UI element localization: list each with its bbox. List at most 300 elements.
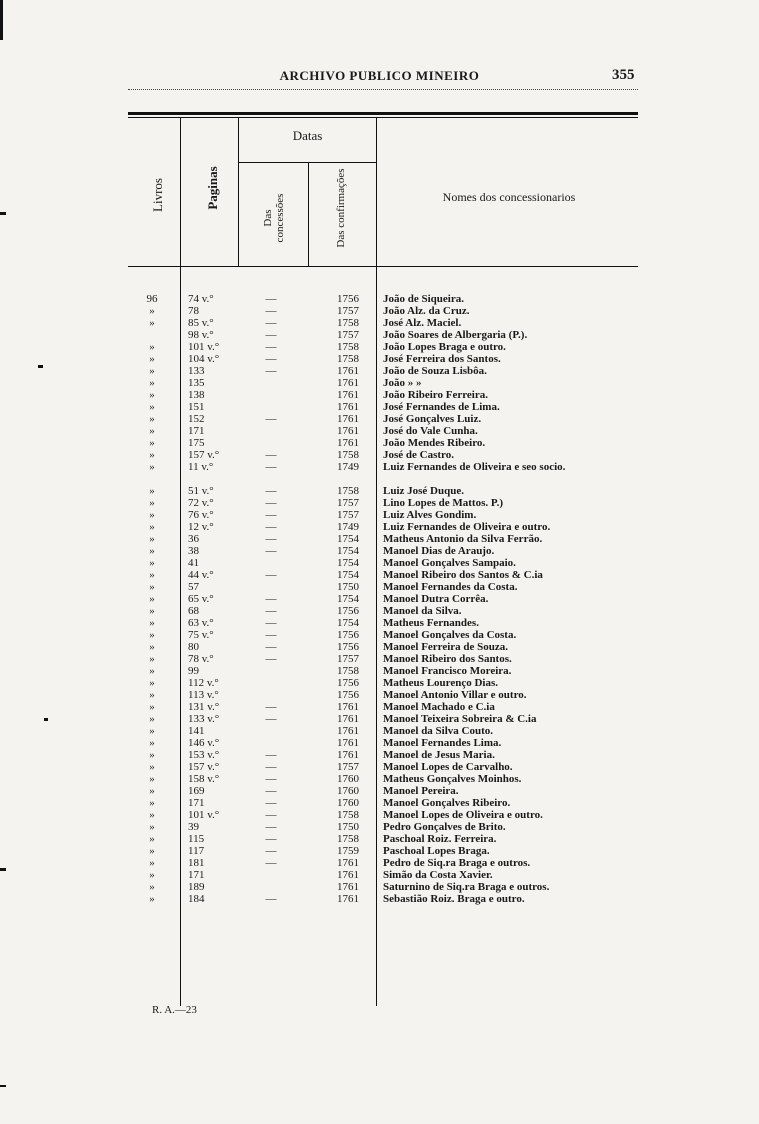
- pagina-cell: 133 v.°: [188, 713, 220, 725]
- header-bottom-rule: [128, 266, 638, 267]
- pagina-cell: 104 v.°: [188, 353, 220, 365]
- concessao-cell: —: [265, 641, 277, 653]
- confirmacao-cell: 1761: [337, 401, 359, 413]
- table-row: [0, 329, 759, 341]
- pagina-cell: 171: [188, 869, 205, 881]
- livro-cell: »: [149, 797, 155, 809]
- livro-cell: »: [149, 485, 155, 497]
- concessao-cell: —: [265, 893, 277, 905]
- nome-cell: Sebastião Roiz. Braga e outro.: [383, 893, 525, 905]
- nome-cell: Luiz Alves Gondim.: [383, 509, 477, 521]
- pagina-cell: 133: [188, 365, 205, 377]
- livro-cell: »: [149, 617, 155, 629]
- table-row: [0, 665, 759, 677]
- nome-cell: Manoel Machado e C.ia: [383, 701, 495, 713]
- table-row: [0, 677, 759, 689]
- concessao-cell: —: [265, 413, 277, 425]
- nome-cell: José de Castro.: [383, 449, 454, 461]
- pagina-cell: 135: [188, 377, 205, 389]
- confirmacao-cell: 1760: [337, 773, 359, 785]
- pagina-cell: 151: [188, 401, 205, 413]
- livro-cell: »: [149, 569, 155, 581]
- concessoes-header: Das concessões: [262, 193, 286, 243]
- pagina-cell: 11 v.°: [188, 461, 214, 473]
- pagina-cell: 152: [188, 413, 205, 425]
- livro-cell: »: [149, 425, 155, 437]
- confirmacao-cell: 1757: [337, 509, 359, 521]
- paginas-header: Paginas: [205, 166, 220, 210]
- running-header: ARCHIVO PUBLICO MINEIRO: [279, 68, 480, 83]
- table-row: [0, 749, 759, 761]
- confirmacao-cell: 1754: [337, 557, 359, 569]
- livro-cell: »: [149, 461, 155, 473]
- pagina-cell: 101 v.°: [188, 809, 220, 821]
- table-row: [0, 857, 759, 869]
- table-row: [0, 689, 759, 701]
- table-row: [0, 893, 759, 905]
- livro-cell: 96: [146, 293, 158, 305]
- confirmacao-cell: 1761: [337, 725, 359, 737]
- confirmacao-cell: 1759: [337, 845, 359, 857]
- livros-header: Livros: [150, 178, 165, 212]
- nome-cell: Manoel da Silva Couto.: [383, 725, 494, 737]
- table-row: [0, 725, 759, 737]
- confirmacao-cell: 1757: [337, 761, 359, 773]
- confirmacao-cell: 1750: [337, 581, 359, 593]
- concessao-cell: —: [265, 341, 277, 353]
- table-row: [0, 317, 759, 329]
- table-row: [0, 377, 759, 389]
- livro-cell: »: [149, 401, 155, 413]
- livro-cell: »: [149, 701, 155, 713]
- nome-cell: Luiz Fernandes de Oliveira e outro.: [383, 521, 551, 533]
- livro-cell: »: [149, 497, 155, 509]
- table-row: [0, 773, 759, 785]
- nome-cell: Manoel Lopes de Oliveira e outro.: [383, 809, 543, 821]
- table-row: [0, 461, 759, 485]
- livro-cell: »: [149, 773, 155, 785]
- table-row: [0, 425, 759, 437]
- nome-cell: Luiz José Duque.: [383, 485, 464, 497]
- concessao-cell: —: [265, 701, 277, 713]
- nome-cell: Matheus Gonçalves Moinhos.: [383, 773, 522, 785]
- table-row: [0, 521, 759, 533]
- pagina-cell: 146 v.°: [188, 737, 220, 749]
- livro-cell: »: [149, 725, 155, 737]
- livro-cell: »: [149, 653, 155, 665]
- table-row: [0, 545, 759, 557]
- confirmacao-cell: 1758: [337, 317, 359, 329]
- nome-cell: João de Souza Lisbôa.: [383, 365, 487, 377]
- table-row: [0, 737, 759, 749]
- confirmacao-cell: 1761: [337, 377, 359, 389]
- pagina-cell: 169: [188, 785, 205, 797]
- livro-cell: »: [149, 893, 155, 905]
- pagina-cell: 138: [188, 389, 205, 401]
- datas-header: Datas: [292, 128, 323, 143]
- pagina-cell: 99: [188, 665, 199, 677]
- pagina-cell: 41: [188, 557, 199, 569]
- nome-cell: Lino Lopes de Mattos. P.): [383, 497, 503, 509]
- nome-cell: José Alz. Maciel.: [383, 317, 462, 329]
- table-row: [0, 641, 759, 653]
- table-row: [0, 569, 759, 581]
- livro-cell: »: [149, 857, 155, 869]
- margin-mark: [0, 1085, 6, 1087]
- livro-cell: »: [149, 341, 155, 353]
- pagina-cell: 181: [188, 857, 205, 869]
- concessao-cell: —: [265, 521, 277, 533]
- confirmacao-cell: 1761: [337, 713, 359, 725]
- livro-cell: »: [149, 377, 155, 389]
- livro-cell: »: [149, 533, 155, 545]
- table-row: [0, 785, 759, 797]
- pagina-cell: 189: [188, 881, 205, 893]
- livro-cell: »: [149, 557, 155, 569]
- nome-cell: José Fernandes de Lima.: [383, 401, 500, 413]
- pagina-cell: 171: [188, 797, 205, 809]
- nome-cell: Manoel Ferreira de Souza.: [383, 641, 509, 653]
- livro-cell: »: [149, 449, 155, 461]
- confirmacao-cell: 1761: [337, 365, 359, 377]
- confirmacao-cell: 1761: [337, 425, 359, 437]
- confirmacao-cell: 1758: [337, 665, 359, 677]
- livro-cell: »: [149, 437, 155, 449]
- table-row: [0, 437, 759, 449]
- table-row: [0, 653, 759, 665]
- concessao-cell: —: [265, 773, 277, 785]
- livro-cell: »: [149, 785, 155, 797]
- pagina-cell: 74 v.°: [188, 293, 214, 305]
- confirmacao-cell: 1754: [337, 533, 359, 545]
- pagina-cell: 72 v.°: [188, 497, 214, 509]
- confirmacao-cell: 1756: [337, 605, 359, 617]
- confirmacao-cell: 1758: [337, 833, 359, 845]
- nome-cell: João de Siqueira.: [383, 293, 464, 305]
- pagina-cell: 157 v.°: [188, 449, 220, 461]
- concessao-cell: —: [265, 569, 277, 581]
- confirmacao-cell: 1758: [337, 449, 359, 461]
- pagina-cell: 51 v.°: [188, 485, 214, 497]
- nome-cell: Manoel Gonçalves Sampaio.: [383, 557, 516, 569]
- table-row: [0, 353, 759, 365]
- concessao-cell: —: [265, 353, 277, 365]
- nome-cell: Manoel Antonio Villar e outro.: [383, 689, 527, 701]
- concessao-cell: —: [265, 293, 277, 305]
- nome-cell: José Ferreira dos Santos.: [383, 353, 501, 365]
- nome-cell: Saturnino de Siq.ra Braga e outros.: [383, 881, 550, 893]
- table-top-rule-thin: [128, 117, 638, 118]
- nome-cell: Matheus Fernandes.: [383, 617, 479, 629]
- pagina-cell: 68: [188, 605, 199, 617]
- confirmacao-cell: 1761: [337, 857, 359, 869]
- confirmacao-cell: 1761: [337, 437, 359, 449]
- livro-cell: »: [149, 869, 155, 881]
- pagina-cell: 115: [188, 833, 205, 845]
- livro-cell: »: [149, 821, 155, 833]
- table-row: [0, 449, 759, 461]
- pagina-cell: 153 v.°: [188, 749, 220, 761]
- concessao-cell: —: [265, 845, 277, 857]
- concessao-cell: —: [265, 857, 277, 869]
- livro-cell: »: [149, 677, 155, 689]
- concessao-cell: —: [265, 305, 277, 317]
- livro-cell: »: [149, 629, 155, 641]
- pagina-cell: 39: [188, 821, 199, 833]
- confirmacao-cell: 1761: [337, 893, 359, 905]
- table-row: [0, 881, 759, 893]
- concessao-cell: —: [265, 761, 277, 773]
- concessao-cell: —: [265, 713, 277, 725]
- confirmacao-cell: 1749: [337, 461, 359, 473]
- nome-cell: Matheus Lourenço Dias.: [383, 677, 498, 689]
- pagina-cell: 75 v.°: [188, 629, 214, 641]
- confirmacao-cell: 1757: [337, 653, 359, 665]
- confirmacao-cell: 1754: [337, 617, 359, 629]
- signature-mark: R. A.—23: [152, 1004, 197, 1016]
- nome-cell: Pedro de Siq.ra Braga e outros.: [383, 857, 531, 869]
- livro-cell: »: [149, 593, 155, 605]
- confirmacao-cell: 1750: [337, 821, 359, 833]
- table-row: [0, 293, 759, 305]
- concessao-cell: —: [265, 785, 277, 797]
- nome-cell: Paschoal Lopes Braga.: [383, 845, 490, 857]
- table-row: [0, 497, 759, 509]
- livro-cell: »: [149, 809, 155, 821]
- pagina-cell: 65 v.°: [188, 593, 214, 605]
- margin-mark: [0, 212, 6, 215]
- livro-cell: »: [149, 881, 155, 893]
- confirmacao-cell: 1756: [337, 293, 359, 305]
- nomes-header: Nomes dos concessionarios: [442, 190, 576, 204]
- header-divider: [128, 89, 638, 90]
- confirmacao-cell: 1756: [337, 641, 359, 653]
- table-row: [0, 389, 759, 401]
- concessao-cell: —: [265, 461, 277, 473]
- pagina-cell: 85 v.°: [188, 317, 214, 329]
- confirmacao-cell: 1758: [337, 341, 359, 353]
- table-row: [0, 485, 759, 497]
- confirmacao-cell: 1761: [337, 881, 359, 893]
- confirmacao-cell: 1758: [337, 353, 359, 365]
- table-row: [0, 305, 759, 317]
- confirmacao-cell: 1761: [337, 869, 359, 881]
- nome-cell: José do Vale Cunha.: [383, 425, 478, 437]
- confirmacao-cell: 1761: [337, 701, 359, 713]
- nome-cell: Manoel Lopes de Carvalho.: [383, 761, 513, 773]
- table-body: [0, 293, 759, 905]
- confirmacao-cell: 1757: [337, 305, 359, 317]
- pagina-cell: 117: [188, 845, 205, 857]
- confirmacao-cell: 1761: [337, 749, 359, 761]
- livro-cell: »: [149, 761, 155, 773]
- nome-cell: Pedro Gonçalves de Brito.: [383, 821, 506, 833]
- confirmacao-cell: 1760: [337, 797, 359, 809]
- concessao-cell: —: [265, 545, 277, 557]
- pagina-cell: 131 v.°: [188, 701, 220, 713]
- table-row: [0, 845, 759, 857]
- livro-cell: »: [149, 641, 155, 653]
- livro-cell: »: [149, 833, 155, 845]
- livro-cell: »: [149, 389, 155, 401]
- confirmacao-cell: 1756: [337, 629, 359, 641]
- concessao-cell: —: [265, 365, 277, 377]
- table-row: [0, 581, 759, 593]
- pagina-cell: 78: [188, 305, 199, 317]
- concessao-cell: —: [265, 629, 277, 641]
- concessao-cell: —: [265, 533, 277, 545]
- livro-cell: »: [149, 305, 155, 317]
- nome-cell: João » »: [383, 377, 422, 389]
- pagina-cell: 141: [188, 725, 205, 737]
- table-row: [0, 797, 759, 809]
- livro-cell: »: [149, 845, 155, 857]
- concessao-cell: —: [265, 509, 277, 521]
- nome-cell: João Alz. da Cruz.: [383, 305, 470, 317]
- confirmacao-cell: 1761: [337, 389, 359, 401]
- nome-cell: Paschoal Roiz. Ferreira.: [383, 833, 497, 845]
- pagina-cell: 175: [188, 437, 205, 449]
- pagina-cell: 184: [188, 893, 205, 905]
- livro-cell: »: [149, 317, 155, 329]
- concessao-cell: —: [265, 317, 277, 329]
- concessao-cell: —: [265, 329, 277, 341]
- concessao-cell: —: [265, 809, 277, 821]
- pagina-cell: 98 v.°: [188, 329, 214, 341]
- table-row: [0, 341, 759, 353]
- confirmacao-cell: 1757: [337, 329, 359, 341]
- nome-cell: João Mendes Ribeiro.: [383, 437, 486, 449]
- nome-cell: José Gonçalves Luiz.: [383, 413, 482, 425]
- nome-cell: Manoel Fernandes Lima.: [383, 737, 502, 749]
- nome-cell: João Ribeiro Ferreira.: [383, 389, 488, 401]
- livro-cell: »: [149, 689, 155, 701]
- column-divider: [308, 162, 309, 266]
- nome-cell: Manoel Francisco Moreira.: [383, 665, 512, 677]
- table-row: [0, 509, 759, 521]
- nome-cell: Manoel Pereira.: [383, 785, 459, 797]
- nome-cell: Manoel Gonçalves Ribeiro.: [383, 797, 511, 809]
- nome-cell: Manoel da Silva.: [383, 605, 462, 617]
- concessao-cell: —: [265, 653, 277, 665]
- table-row: [0, 593, 759, 605]
- confirmacao-cell: 1761: [337, 737, 359, 749]
- pagina-cell: 158 v.°: [188, 773, 220, 785]
- pagina-cell: 36: [188, 533, 199, 545]
- table-top-rule: [128, 112, 638, 115]
- confirmacao-cell: 1749: [337, 521, 359, 533]
- concessao-cell: —: [265, 797, 277, 809]
- nome-cell: Luiz Fernandes de Oliveira e seo socio.: [383, 461, 566, 473]
- concessao-cell: —: [265, 605, 277, 617]
- livro-cell: »: [149, 749, 155, 761]
- concessao-cell: —: [265, 485, 277, 497]
- confirmacao-cell: 1758: [337, 809, 359, 821]
- livro-cell: »: [149, 521, 155, 533]
- confirmacao-cell: 1756: [337, 689, 359, 701]
- table-row: [0, 761, 759, 773]
- pagina-cell: 101 v.°: [188, 341, 220, 353]
- livro-cell: »: [149, 581, 155, 593]
- pagina-cell: 112 v.°: [188, 677, 219, 689]
- table-row: [0, 401, 759, 413]
- confirmacao-cell: 1760: [337, 785, 359, 797]
- concessao-cell: —: [265, 449, 277, 461]
- pagina-cell: 171: [188, 425, 205, 437]
- table-row: [0, 413, 759, 425]
- pagina-cell: 78 v.°: [188, 653, 214, 665]
- table-row: [0, 809, 759, 821]
- confirmacao-cell: 1754: [337, 569, 359, 581]
- page-number: 355: [612, 67, 635, 83]
- concessao-cell: —: [265, 497, 277, 509]
- livro-cell: »: [149, 509, 155, 521]
- nome-cell: Manoel Ribeiro dos Santos & C.ia: [383, 569, 543, 581]
- pagina-cell: 38: [188, 545, 199, 557]
- pagina-cell: 80: [188, 641, 199, 653]
- nome-cell: Manoel Dutra Corrêa.: [383, 593, 489, 605]
- nome-cell: Manoel Gonçalves da Costa.: [383, 629, 517, 641]
- table-row: [0, 833, 759, 845]
- confirmacao-cell: 1761: [337, 413, 359, 425]
- margin-mark: [0, 0, 3, 40]
- pagina-cell: 76 v.°: [188, 509, 214, 521]
- livro-cell: »: [149, 365, 155, 377]
- concessao-cell: —: [265, 593, 277, 605]
- nome-cell: Manoel de Jesus Maria.: [383, 749, 495, 761]
- pagina-cell: 63 v.°: [188, 617, 214, 629]
- livro-cell: »: [149, 713, 155, 725]
- concessao-cell: —: [265, 833, 277, 845]
- confirmacao-cell: 1754: [337, 545, 359, 557]
- table-row: [0, 701, 759, 713]
- nome-cell: Manoel Ribeiro dos Santos.: [383, 653, 512, 665]
- livro-cell: »: [149, 737, 155, 749]
- nome-cell: João Soares de Albergaria (P.).: [383, 329, 528, 341]
- pagina-cell: 57: [188, 581, 199, 593]
- pagina-cell: 44 v.°: [188, 569, 214, 581]
- table-row: [0, 557, 759, 569]
- livro-cell: »: [149, 545, 155, 557]
- livro-cell: »: [149, 605, 155, 617]
- pagina-cell: 157 v.°: [188, 761, 220, 773]
- table-row: [0, 617, 759, 629]
- nome-cell: Matheus Antonio da Silva Ferrão.: [383, 533, 543, 545]
- table-row: [0, 605, 759, 617]
- table-row: [0, 713, 759, 725]
- confirmacao-cell: 1757: [337, 497, 359, 509]
- nome-cell: Manoel Teixeira Sobreira & C.ia: [383, 713, 537, 725]
- table-row: [0, 365, 759, 377]
- nome-cell: João Lopes Braga e outro.: [383, 341, 506, 353]
- confirmacao-cell: 1756: [337, 677, 359, 689]
- pagina-cell: 12 v.°: [188, 521, 214, 533]
- nome-cell: Manoel Dias de Araujo.: [383, 545, 495, 557]
- nome-cell: Simão da Costa Xavier.: [383, 869, 493, 881]
- concessao-cell: —: [265, 749, 277, 761]
- table-row: [0, 821, 759, 833]
- table-row: [0, 869, 759, 881]
- nome-cell: Manoel Fernandes da Costa.: [383, 581, 518, 593]
- livro-cell: »: [149, 665, 155, 677]
- table-row: [0, 629, 759, 641]
- concessao-cell: —: [265, 821, 277, 833]
- confirmacoes-header: Das confirmações: [335, 168, 347, 248]
- confirmacao-cell: 1758: [337, 485, 359, 497]
- table-row: [0, 533, 759, 545]
- concessao-cell: —: [265, 617, 277, 629]
- livro-cell: »: [149, 413, 155, 425]
